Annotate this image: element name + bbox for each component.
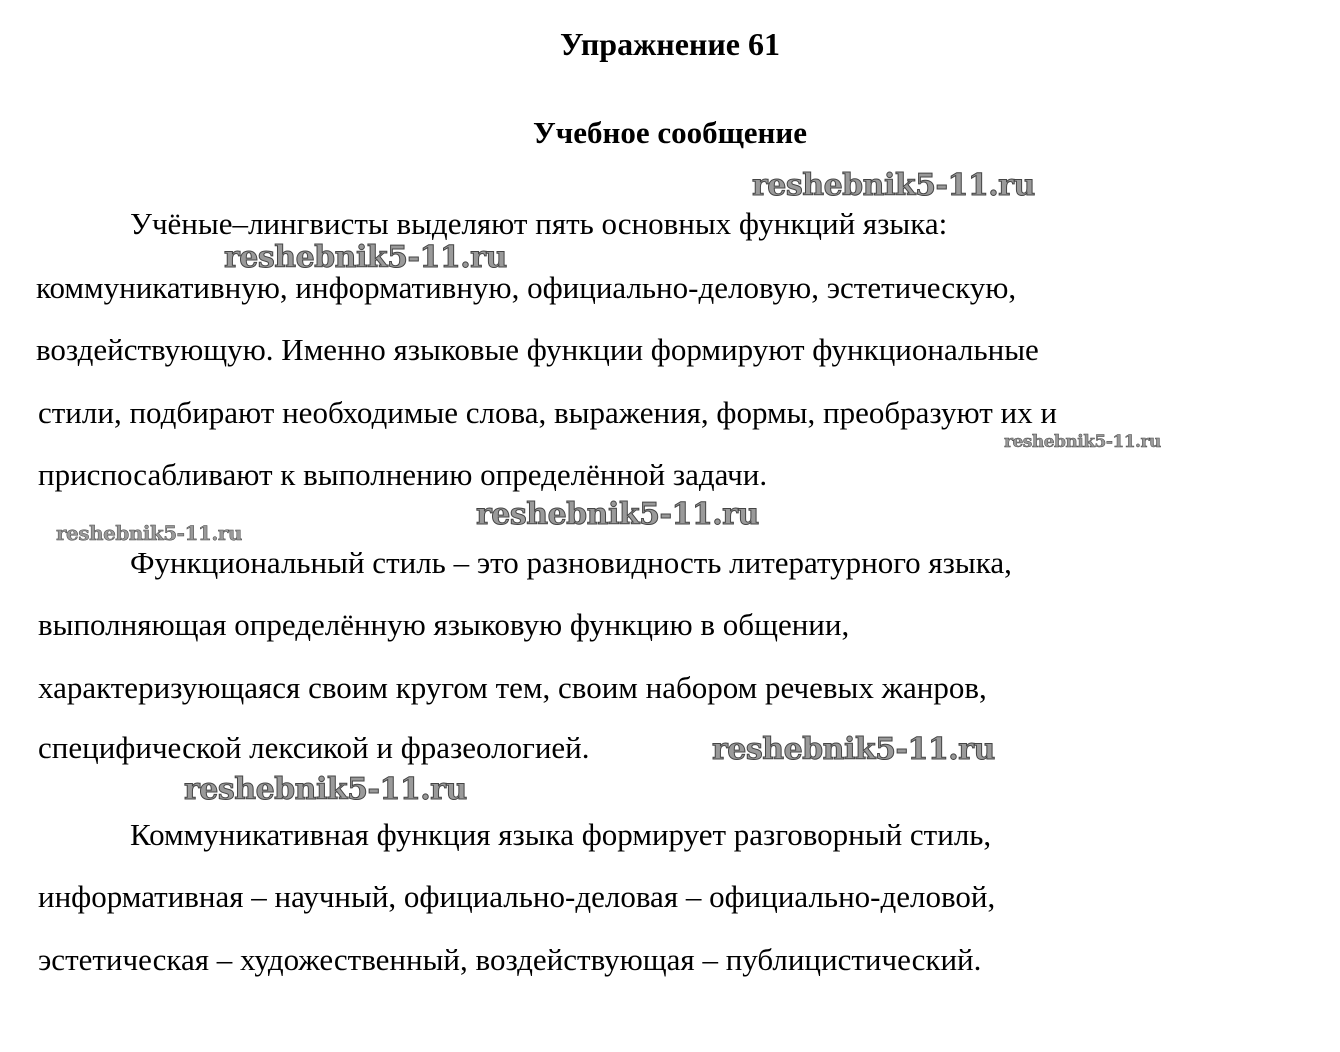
watermark: reshebnik5-11.ru <box>1004 432 1161 452</box>
text-line: выполняющая определённую языковую функцию в общении, <box>38 607 850 642</box>
watermark: reshebnik5-11.ru <box>476 497 759 532</box>
text-line: стили, подбирают необходимые слова, выражения, формы, преобразуют их и <box>38 395 1057 430</box>
watermark: reshebnik5-11.ru <box>224 240 507 275</box>
text-line: Коммуникативная функция языка формирует разговорный стиль, <box>130 817 992 852</box>
watermark: reshebnik5-11.ru <box>752 168 1035 203</box>
watermark: reshebnik5-11.ru <box>712 732 995 767</box>
text-line: воздействующую. Именно языковые функции формируют функциональные <box>36 332 1039 367</box>
text-line: специфической лексикой и фразеологией. <box>38 730 590 765</box>
text-line: Учёные–лингвисты выделяют пять основных функций языка: <box>130 206 948 241</box>
text-line: информативная – научный, официально-деловая – официально-деловой, <box>38 879 996 914</box>
exercise-title: Упражнение 61 <box>559 26 780 62</box>
text-line: характеризующаяся своим кругом тем, своим набором речевых жанров, <box>38 670 987 705</box>
section-title: Учебное сообщение <box>532 115 808 150</box>
watermark: reshebnik5-11.ru <box>184 772 467 807</box>
text-line: коммуникативную, информативную, официально-деловую, эстетическую, <box>36 270 1017 305</box>
watermark: reshebnik5-11.ru <box>56 521 242 545</box>
text-line: приспосабливают к выполнению определённой задачи. <box>38 457 768 492</box>
text-line: эстетическая – художественный, воздействующая – публицистический. <box>38 942 982 977</box>
text-line: Функциональный стиль – это разновидность литературного языка, <box>130 545 1012 580</box>
